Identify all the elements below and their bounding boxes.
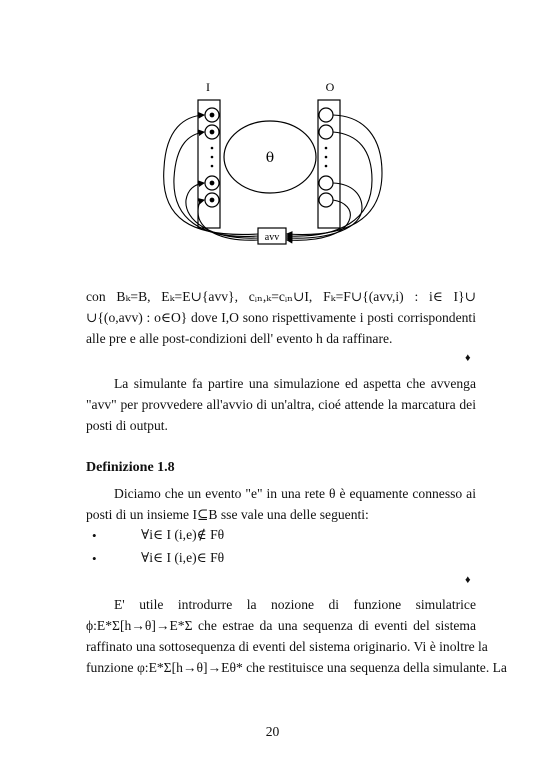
text-line: ∪{(o,avv) : o∈O} dove I,O sono rispettivamente i posti corrispondenti bbox=[86, 310, 476, 325]
output-places-box bbox=[318, 100, 340, 228]
output-label: O bbox=[325, 80, 335, 94]
text-line: E' utile introdurre la nozione di funzione simulatrice bbox=[114, 597, 476, 612]
output-to-avv-arcs bbox=[287, 115, 382, 240]
page-number: 20 bbox=[265, 724, 280, 739]
definition-heading: Definizione 1.8 bbox=[86, 460, 175, 475]
text-line: raffinato una sottosequenza di eventi del sistema originario. Vi è inoltre la bbox=[86, 639, 488, 654]
output-dots bbox=[325, 147, 328, 168]
text-line: alle pre e alle post-condizioni dell' evento h da raffinare. bbox=[86, 331, 393, 346]
paragraph-definition-sets bbox=[86, 286, 476, 349]
avv-label: avv bbox=[264, 232, 280, 243]
text-line: posti di output. bbox=[86, 418, 168, 433]
bullet-item-in-f: ∀i∈ I (i,e)∈ Fθ bbox=[141, 550, 225, 565]
theta-label: θ bbox=[265, 150, 275, 166]
text-line: La simulante fa partire una simulazione ed aspetta che avvenga bbox=[114, 376, 476, 391]
text-line: ϕ:E*Σ[h→θ]→E*Σ che estrae da una sequenza di eventi del sistema bbox=[86, 618, 476, 633]
text-line: posti di un insieme I⊆B sse vale una delle seguenti: bbox=[86, 507, 369, 522]
text-line: "avv" per provvedere all'avvio di un'altra, cioé attende la marcatura dei bbox=[86, 397, 476, 412]
bullet-symbol: • bbox=[92, 528, 97, 543]
text-line: con Bₖ=B, Eₖ=E∪{avv}, cᵢₙ,ₖ=cᵢₙ∪I, Fₖ=F∪{(avv,i) : i∈ I}∪ bbox=[86, 289, 476, 304]
paragraph-simulation-function bbox=[86, 594, 507, 678]
end-mark-diamond: ♦ bbox=[465, 352, 471, 364]
text-line: funzione φ:E*Σ[h→θ]→Eθ* che restituisce una sequenza della simulante. La bbox=[86, 660, 507, 675]
net-refinement-diagram bbox=[150, 78, 410, 258]
end-mark-diamond: ♦ bbox=[465, 574, 471, 586]
input-dots bbox=[211, 147, 214, 168]
input-label: I bbox=[206, 80, 210, 94]
paragraph-definition-body bbox=[86, 483, 476, 525]
input-places-box bbox=[198, 100, 220, 228]
text-line: Diciamo che un evento "e" in una rete θ è equamente connesso ai bbox=[114, 486, 476, 501]
bullet-item-not-in-f: ∀i∈ I (i,e)∉ Fθ bbox=[141, 527, 225, 542]
bullet-symbol: • bbox=[92, 551, 97, 566]
paragraph-simulante bbox=[86, 373, 476, 436]
